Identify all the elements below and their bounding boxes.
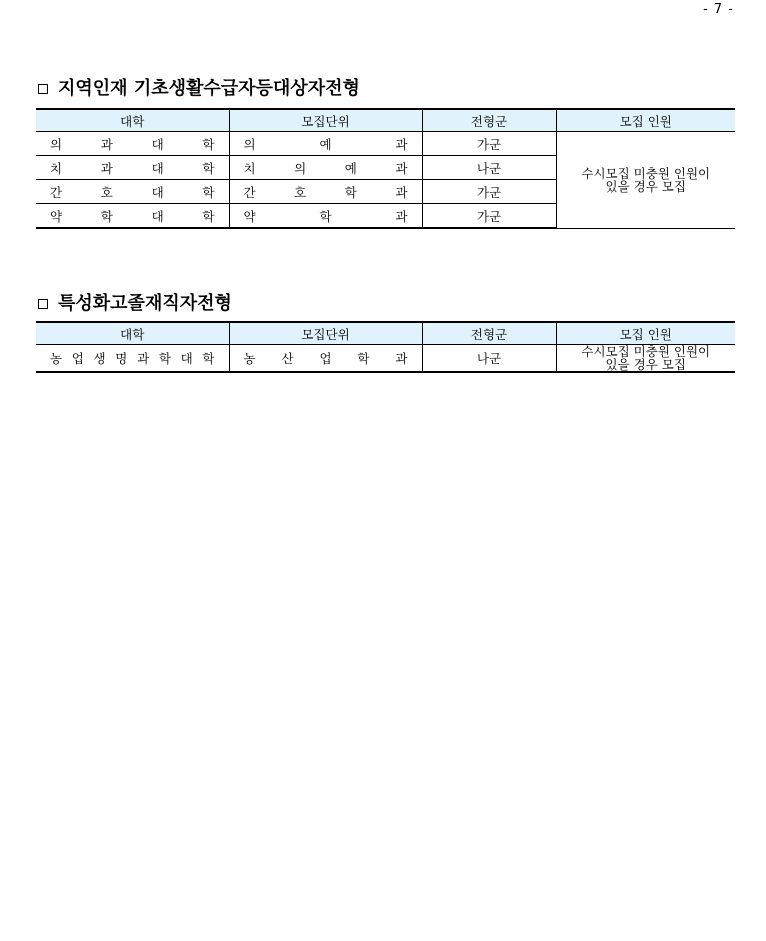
college-cell: 의 과 대 학	[36, 132, 229, 156]
page-number: - 7 -	[703, 2, 734, 17]
table-row	[36, 345, 735, 373]
note-line-1: 수시모집 미충원 인원이	[581, 344, 711, 359]
unit-cell: 약 학 과	[229, 204, 422, 229]
table-header-row	[36, 322, 735, 345]
college-cell: 치 과 대 학	[36, 156, 229, 180]
header-group: 전형군	[422, 322, 556, 345]
table-row	[36, 132, 735, 156]
group-cell: 가군	[422, 180, 556, 204]
college-cell: 약 학 대 학	[36, 204, 229, 229]
table-header-row	[36, 109, 735, 132]
header-quota: 모집 인원	[556, 109, 735, 132]
header-unit: 모집단위	[229, 322, 422, 345]
note-line-1: 수시모집 미충원 인원이	[581, 165, 711, 181]
unit-cell: 농 산 업 학 과	[229, 345, 422, 373]
unit-cell: 치 의 예 과	[229, 156, 422, 180]
header-college: 대학	[36, 109, 229, 132]
header-college: 대학	[36, 322, 229, 345]
group-cell: 나군	[422, 345, 556, 373]
college-cell: 간 호 대 학	[36, 180, 229, 204]
section-title-text: 지역인재 기초생활수급자등대상자전형	[58, 78, 360, 99]
recruitment-table-regional	[36, 108, 735, 229]
checkbox-bullet-icon	[38, 299, 48, 309]
section-title-regional-talent	[38, 74, 360, 100]
quota-note-cell	[556, 132, 735, 229]
group-cell: 가군	[422, 204, 556, 229]
college-cell: 농 업 생 명 과 학 대 학	[36, 345, 229, 373]
header-quota: 모집 인원	[556, 322, 735, 345]
note-line-2: 있을 경우 모집	[605, 178, 686, 194]
checkbox-bullet-icon	[38, 84, 48, 94]
group-cell: 나군	[422, 156, 556, 180]
unit-cell: 의 예 과	[229, 132, 422, 156]
group-cell: 가군	[422, 132, 556, 156]
header-group: 전형군	[422, 109, 556, 132]
note-line-2: 있을 경우 모집	[605, 357, 686, 372]
header-unit: 모집단위	[229, 109, 422, 132]
unit-cell: 간 호 학 과	[229, 180, 422, 204]
quota-note-cell	[556, 345, 735, 373]
section-title-vocational-workers	[38, 289, 232, 315]
recruitment-table-vocational	[36, 321, 735, 373]
section-title-text: 특성화고졸재직자전형	[58, 293, 232, 314]
